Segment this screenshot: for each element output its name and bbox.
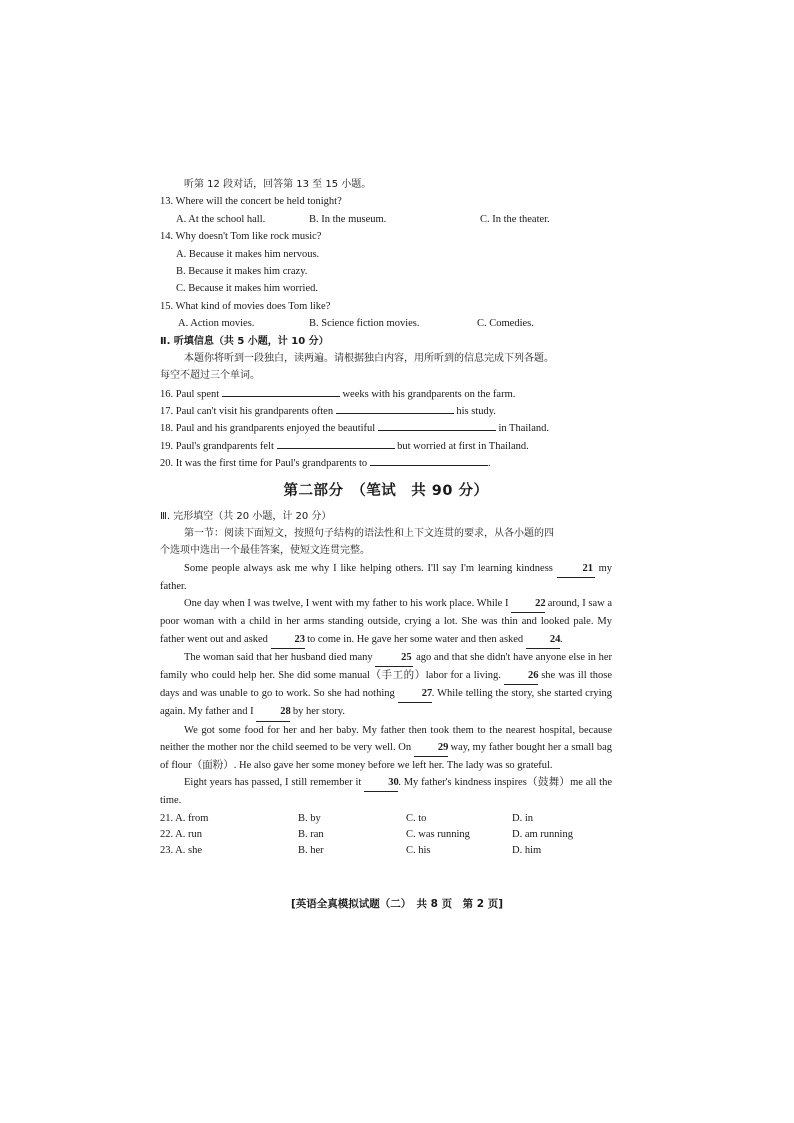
option-c: C. Because it makes him worried. bbox=[176, 283, 319, 295]
passage-paragraph-1: Some people always ask me why I like helping others. I'll say I'm learning kindness 21 my father. bbox=[160, 560, 612, 595]
question-14-stem: 14. Why doesn't Tom like rock music? bbox=[160, 231, 322, 243]
passage-paragraph-5: Eight years has passed, I still remember it 30. My father's kindness inspires（鼓舞）me all the time. bbox=[160, 774, 612, 809]
dialog-12-intro: 听第 12 段对话，回答第 13 至 15 小题。 bbox=[184, 179, 372, 190]
question-15-stem: 15. What kind of movies does Tom like? bbox=[160, 300, 331, 312]
question-18: 18. Paul and his grandparents enjoyed the beautiful in Thailand. bbox=[160, 419, 612, 436]
question-23-option-c[interactable]: C. his bbox=[406, 845, 431, 857]
question-20: 20. It was the first time for Paul's grandparents to . bbox=[160, 454, 612, 471]
cloze-blank-26[interactable]: 26 bbox=[504, 667, 538, 685]
option-c: C. Comedies. bbox=[477, 318, 534, 330]
page-footer: [英语全真模拟试题（二） 共 8 页 第 2 页] bbox=[290, 898, 504, 910]
question-23-option-a[interactable]: 23. A. she bbox=[160, 845, 202, 857]
cloze-blank-28[interactable]: 28 bbox=[256, 703, 290, 721]
passage-paragraph-2: One day when I was twelve, I went with my father to his work place. While I 22 around, I saw a poor woman with a child in her arms standing outside, crying a lot. She was thin and looked pale. My father went out and asked 23 to come in. He gave her some water and then asked 24. bbox=[160, 595, 612, 649]
section-2-title: Ⅱ. 听填信息（共 5 小题，计 10 分） bbox=[160, 335, 329, 347]
answer-blank-18[interactable] bbox=[378, 419, 496, 431]
question-21-options bbox=[160, 810, 612, 826]
question-21-option-c[interactable]: C. to bbox=[406, 812, 427, 824]
page-content bbox=[160, 176, 612, 859]
section-3-title: Ⅲ. 完形填空（共 20 小题，计 20 分） bbox=[160, 510, 332, 522]
cloze-blank-22[interactable]: 22 bbox=[511, 595, 545, 613]
section-3-instructions: 第一节：阅读下面短文，按照句子结构的语法性和上下文连贯的要求，从各小题的四 bbox=[184, 528, 554, 540]
question-19: 19. Paul's grandparents felt but worried at first in Thailand. bbox=[160, 437, 612, 454]
passage-paragraph-3: The woman said that her husband died many 25 ago and that she didn't have anyone else in her family who could help her. She did some manual（手工的）labor for a living. 26 she was ill those days and was unable to go to work. So she had nothing 27. While telling the story, she started crying again. My father and I 28 by her story. bbox=[160, 649, 612, 722]
question-21-option-b[interactable]: B. by bbox=[298, 812, 321, 824]
cloze-blank-27[interactable]: 27 bbox=[398, 685, 432, 703]
question-22-option-a[interactable]: 22. A. run bbox=[160, 829, 202, 841]
option-b: B. Science fiction movies. bbox=[309, 318, 420, 330]
section-2-instructions: 本题你将听到一段独白，读两遍。请根据独白内容，用所听到的信息完成下列各题。 bbox=[184, 352, 554, 364]
option-a: A. Action movies. bbox=[178, 318, 255, 330]
passage-paragraph-4: We got some food for her and her baby. My father then took them to the nearest hospital, because neither the mother nor the child seemed to be very well. On 29 way, my father bought her a small bag of flour（面粉）. He also gave her some money before we left her. The lady was so grateful. bbox=[160, 724, 612, 772]
question-15-options bbox=[160, 315, 612, 332]
cloze-blank-21[interactable]: 21 bbox=[557, 560, 595, 578]
option-b: B. Because it makes him crazy. bbox=[176, 265, 308, 277]
answer-blank-19[interactable] bbox=[277, 437, 395, 449]
answer-blank-16[interactable] bbox=[222, 385, 340, 397]
question-16: 16. Paul spent weeks with his grandparents on the farm. bbox=[160, 385, 612, 402]
question-23-option-b[interactable]: B. her bbox=[298, 845, 324, 857]
question-21-option-d[interactable]: D. in bbox=[512, 812, 533, 824]
section-2-instructions-cont: 每空不超过三个单词。 bbox=[160, 370, 260, 382]
option-c: C. In the theater. bbox=[480, 213, 550, 225]
part-2-title: 第二部分 （笔试 共 90 分） bbox=[283, 482, 489, 499]
cloze-blank-30[interactable]: 30 bbox=[364, 774, 398, 792]
question-17: 17. Paul can't visit his grandparents often his study. bbox=[160, 402, 612, 419]
cloze-blank-24[interactable]: 24 bbox=[526, 631, 560, 649]
question-22-option-c[interactable]: C. was running bbox=[406, 829, 470, 841]
question-23-options bbox=[160, 842, 612, 858]
cloze-blank-23[interactable]: 23 bbox=[271, 631, 305, 649]
option-a: A. At the school hall. bbox=[176, 213, 266, 225]
question-21-option-a[interactable]: 21. A. from bbox=[160, 812, 209, 824]
question-22-option-d[interactable]: D. am running bbox=[512, 829, 573, 841]
question-13-options bbox=[160, 211, 612, 228]
answer-blank-20[interactable] bbox=[370, 454, 488, 466]
cloze-blank-25[interactable]: 25 bbox=[375, 649, 413, 667]
question-23-option-d[interactable]: D. him bbox=[512, 845, 542, 857]
cloze-blank-29[interactable]: 29 bbox=[414, 739, 448, 757]
question-22-option-b[interactable]: B. ran bbox=[298, 829, 324, 841]
question-13-stem: 13. Where will the concert be held tonight? bbox=[160, 196, 342, 208]
question-22-options bbox=[160, 826, 612, 842]
option-a: A. Because it makes him nervous. bbox=[176, 248, 320, 260]
section-3-instructions-cont: 个选项中选出一个最佳答案，使短文连贯完整。 bbox=[160, 545, 370, 557]
option-b: B. In the museum. bbox=[309, 213, 387, 225]
answer-blank-17[interactable] bbox=[336, 402, 454, 414]
